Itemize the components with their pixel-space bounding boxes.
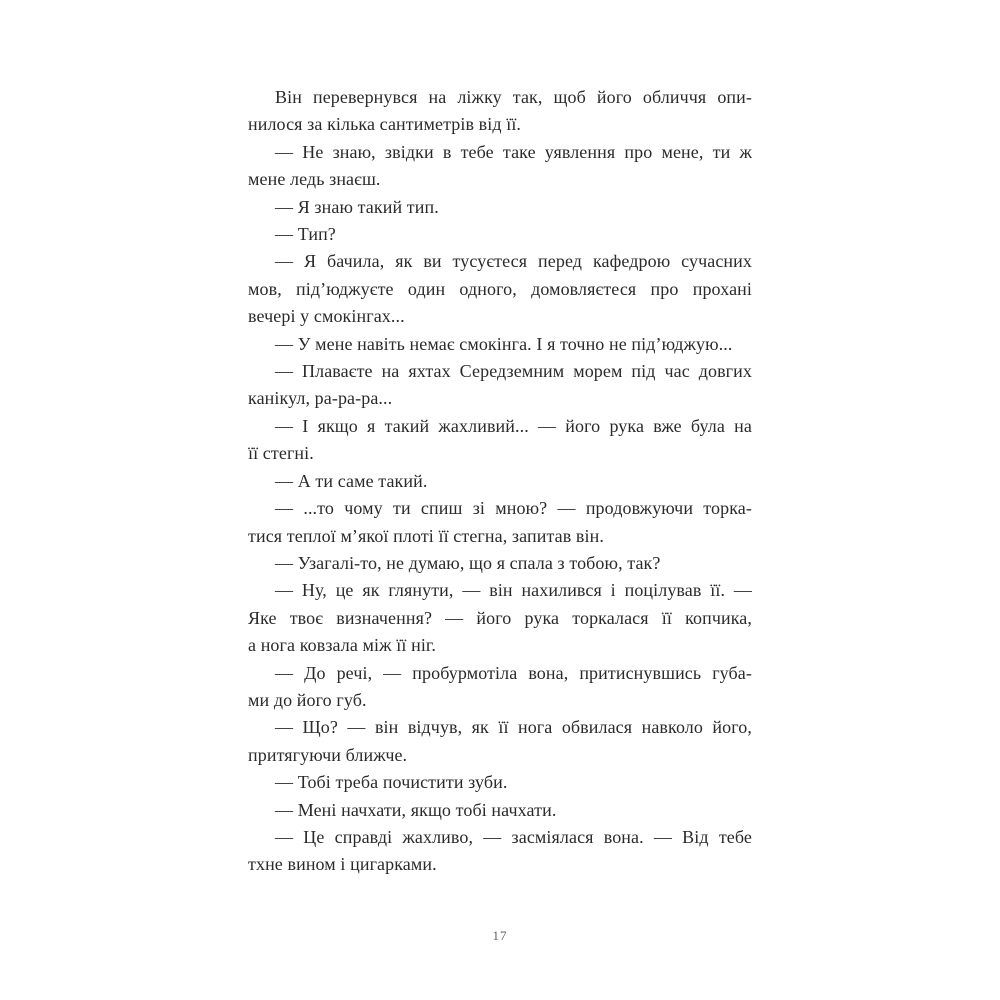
text-line: вечері у смокінгах... bbox=[248, 306, 405, 327]
text-line: — Тип? bbox=[275, 224, 336, 245]
text-line: — Плаваєте на яхтах Середземним морем під час довгих bbox=[275, 361, 752, 382]
text-line: — До речі, — пробурмотіла вона, притиснувшись губа- bbox=[275, 662, 752, 683]
text-line: тися теплої м’якої плоті її стегна, запитав він. bbox=[248, 525, 604, 546]
text-line: ми до його губ. bbox=[248, 689, 367, 710]
text-line: мов, під’юджуєте один одного, домовляєтеся про прохані bbox=[248, 278, 752, 299]
text-line: — Тобі треба почистити зуби. bbox=[275, 772, 508, 793]
text-line: — Не знаю, звідки в тебе таке уявлення про мене, ти ж bbox=[275, 141, 752, 162]
text-line: її стегні. bbox=[248, 443, 314, 464]
text-line: — Ну, це як глянути, — він нахилився і поцілував її. — bbox=[275, 580, 752, 601]
text-line: — І якщо я такий жахливий... — його рука вже була на bbox=[275, 415, 752, 436]
page-number: 17 bbox=[492, 928, 508, 943]
text-line: — Я бачила, як ви тусуєтеся перед кафедрою сучасних bbox=[275, 251, 752, 272]
text-line: тхне вином і цигарками. bbox=[248, 854, 437, 875]
text-line: — Це справді жахливо, — засміялася вона. — Від тебе bbox=[275, 826, 752, 847]
text-line: мене ледь знаєш. bbox=[248, 169, 381, 190]
text-line: канікул, ра-ра-ра... bbox=[248, 388, 393, 409]
text-line: — У мене навіть немає смокінга. І я точно не під’юджую... bbox=[275, 333, 733, 354]
text-line: Він перевернувся на ліжку так, щоб його обличчя опи- bbox=[275, 87, 752, 107]
text-line: — Що? — він відчув, як її нога обвилася навколо його, bbox=[275, 717, 752, 738]
text-line: — ...то чому ти спиш зі мною? — продовжуючи торка- bbox=[275, 498, 752, 519]
text-line: притягуючи ближче. bbox=[248, 744, 408, 765]
page-text bbox=[248, 84, 752, 879]
text-line: — Узагалі-то, не думаю, що я спала з тобою, так? bbox=[275, 552, 661, 573]
text-line: Яке твоє визначення? — його рука торкалася її копчика, bbox=[248, 607, 752, 628]
text-line: — Мені начхати, якщо тобі начхати. bbox=[275, 799, 557, 820]
text-line: — А ти саме такий. bbox=[275, 470, 428, 491]
text-line: а нога ковзала між її ніг. bbox=[248, 635, 436, 656]
text-line: — Я знаю такий тип. bbox=[275, 196, 439, 217]
text-line: нилося за кілька сантиметрів від її. bbox=[248, 114, 522, 135]
